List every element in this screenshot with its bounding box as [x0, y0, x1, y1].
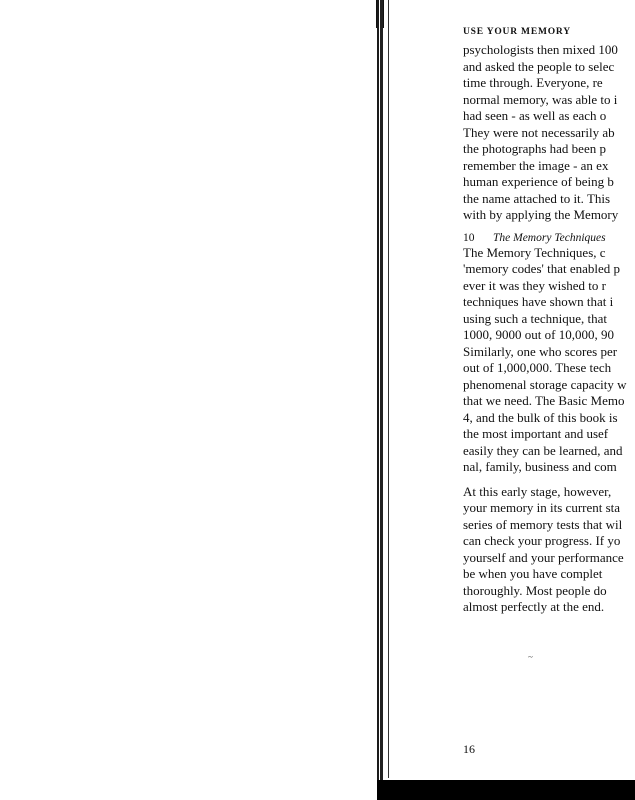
text-line: out of 1,000,000. These tech — [463, 360, 612, 375]
text-line: series of memory tests that wil — [463, 516, 623, 532]
text-line: remember the image - an ex — [463, 157, 609, 173]
text-line: the name attached to it. This — [463, 190, 611, 206]
section-number: 10 — [463, 231, 475, 244]
text-line: psychologists then mixed 100 — [463, 42, 618, 57]
text-line: using such a technique, that — [463, 310, 608, 326]
paragraph-3 — [463, 484, 635, 616]
text-line: phenomenal storage capacity w — [463, 376, 627, 392]
text-line: techniques have shown that i — [463, 294, 614, 309]
text-line: normal memory, was able to i — [463, 91, 618, 107]
text-line: almost perfectly at the end. — [463, 599, 605, 614]
text-line: ever it was they wished to r — [463, 277, 606, 293]
running-header: USE YOUR MEMORY — [463, 27, 571, 37]
text-line: time through. Everyone, re — [463, 75, 603, 90]
text-line: 'memory codes' that enabled p — [463, 261, 621, 276]
text-line: be when you have complet — [463, 566, 603, 581]
paragraph-2 — [463, 245, 635, 476]
text-line: that we need. The Basic Memo — [463, 393, 625, 408]
section-heading — [463, 231, 635, 245]
scan-bottom-edge — [377, 780, 635, 800]
book-page — [463, 22, 635, 772]
text-line: The Memory Techniques, c — [463, 244, 606, 260]
text-line: thoroughly. Most people do — [463, 582, 607, 598]
text-line: 4, and the bulk of this book is — [463, 409, 618, 425]
text-line: 1000, 9000 out of 10,000, 90 — [463, 327, 614, 342]
page-number: 16 — [463, 742, 475, 756]
text-line: Similarly, one who scores per — [463, 343, 618, 359]
text-line: They were not necessarily ab — [463, 124, 615, 140]
text-line: easily they can be learned, and — [463, 442, 623, 458]
text-line: with by applying the Memory — [463, 207, 619, 222]
stray-pen-mark: ~ — [528, 652, 533, 662]
text-line: can check your progress. If yo — [463, 533, 621, 548]
section-title: The Memory Techniques — [493, 231, 606, 244]
text-line: and asked the people to selec — [463, 58, 615, 74]
text-line: the most important and usef — [463, 426, 609, 441]
text-line: had seen - as well as each o — [463, 108, 607, 123]
text-line: nal, family, business and com — [463, 459, 617, 474]
text-line: the photographs had been p — [463, 141, 606, 156]
paragraph-1 — [463, 42, 635, 224]
book-gutter — [377, 0, 383, 780]
text-line: human experience of being b — [463, 174, 614, 189]
text-line: yourself and your performance — [463, 549, 624, 565]
gutter-edge-line — [388, 0, 389, 778]
text-line: your memory in its current sta — [463, 500, 621, 515]
text-line: At this early stage, however, — [463, 483, 612, 499]
